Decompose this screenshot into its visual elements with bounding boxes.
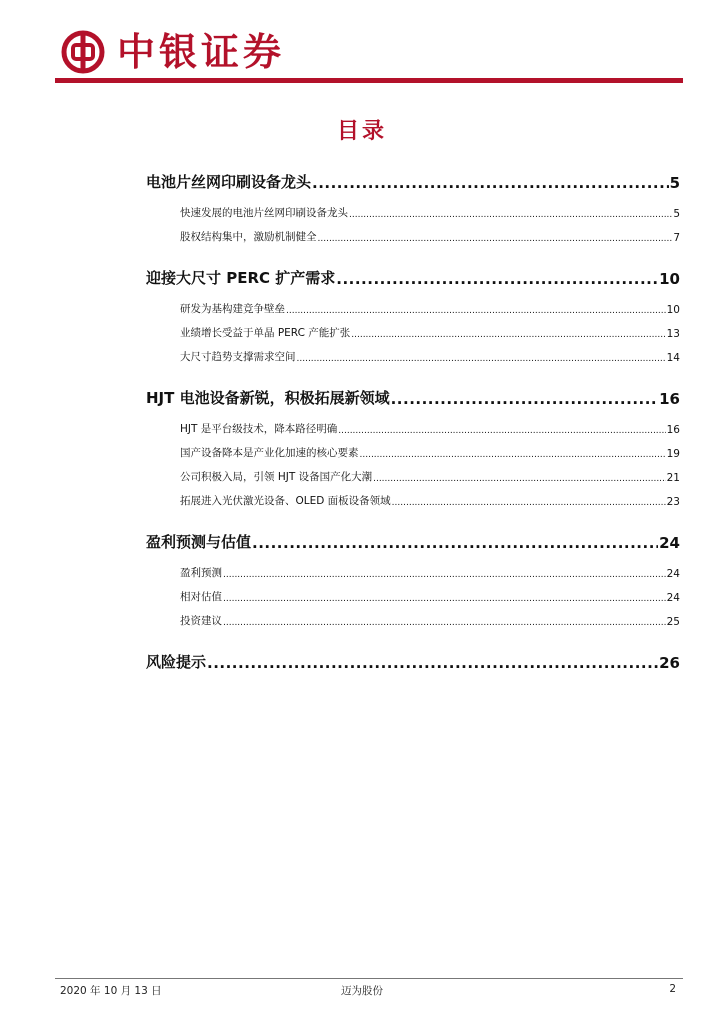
- toc-subsection-title: 投资建议: [180, 615, 222, 627]
- toc-subsection-page: 16: [666, 424, 680, 436]
- toc-section-title: 电池片丝网印刷设备龙头: [146, 173, 312, 191]
- dot-leader: [391, 390, 659, 408]
- toc-section-page: 26: [659, 654, 680, 672]
- toc-subsection-page: 7: [673, 232, 680, 244]
- toc-section-page: 16: [659, 390, 680, 408]
- footer-rule: [55, 978, 683, 979]
- footer-date: 2020 年 10 月 13 日: [60, 985, 162, 997]
- toc-subsection-title: 盈利预测: [180, 567, 222, 579]
- toc-subsection-entry[interactable]: [180, 492, 680, 508]
- toc-section-page: 10: [659, 270, 680, 288]
- toc-subsection-title: 拓展进入光伏激光设备、OLED 面板设备领域: [180, 495, 391, 507]
- toc-subsection-entry[interactable]: [180, 228, 680, 244]
- dot-leader: [349, 210, 672, 220]
- toc-section-entry[interactable]: [146, 266, 680, 288]
- footer-company: 迈为股份: [341, 985, 383, 997]
- toc-section-title: HJT 电池设备新锐，积极拓展新领域: [146, 389, 390, 407]
- toc-section-page: 5: [669, 174, 680, 192]
- toc-subsection-title: 快速发展的电池片丝网印刷设备龙头: [180, 207, 348, 219]
- dot-leader: [223, 594, 666, 604]
- toc-subsection-page: 19: [666, 448, 680, 460]
- toc-subsection-entry[interactable]: [180, 324, 680, 340]
- toc-section-page: 24: [659, 534, 680, 552]
- toc-subsection-page: 23: [666, 496, 680, 508]
- dot-leader: [223, 570, 666, 580]
- dot-leader: [252, 534, 658, 552]
- section-gap: [146, 372, 680, 386]
- brand-name: 中银证券: [117, 29, 286, 74]
- toc-subsection-title: 业绩增长受益于单晶 PERC 产能扩张: [180, 327, 351, 339]
- toc-subsection-page: 5: [673, 208, 680, 220]
- toc-subsection-page: 10: [666, 304, 680, 316]
- section-gap: [146, 516, 680, 530]
- toc-subsection-entry[interactable]: [180, 444, 680, 460]
- dot-leader: [373, 474, 666, 484]
- toc-subsection-page: 21: [666, 472, 680, 484]
- toc-section-entry[interactable]: [146, 530, 680, 552]
- section-gap: [146, 636, 680, 650]
- dot-leader: [360, 450, 666, 460]
- toc-title: 目录: [336, 119, 387, 144]
- toc-subsection-page: 14: [666, 352, 680, 364]
- dot-leader: [297, 354, 666, 364]
- toc-subsection-page: 25: [666, 616, 680, 628]
- toc-subsection-page: 13: [666, 328, 680, 340]
- dot-leader: [336, 270, 658, 288]
- toc-subsection-title: 研发为基构建竞争壁垒: [180, 303, 285, 315]
- toc-subsection-entry[interactable]: [180, 204, 680, 220]
- page-header: [55, 22, 683, 84]
- section-gap: [146, 252, 680, 266]
- toc-subsection-entry[interactable]: [180, 564, 680, 580]
- toc-section-entry[interactable]: [146, 386, 680, 408]
- dot-leader: [223, 618, 666, 628]
- toc-subsection-entry[interactable]: [180, 588, 680, 604]
- toc-section-title: 风险提示: [146, 653, 207, 671]
- dot-leader: [312, 174, 669, 192]
- toc-section-title: 盈利预测与估值: [146, 533, 252, 551]
- toc-subsection-page: 24: [666, 592, 680, 604]
- toc-subsection-entry[interactable]: [180, 348, 680, 364]
- table-of-contents: [146, 170, 680, 684]
- toc-section-title: 迎接大尺寸 PERC 扩产需求: [146, 269, 336, 287]
- dot-leader: [286, 306, 666, 316]
- dot-leader: [318, 234, 673, 244]
- dot-leader: [351, 330, 665, 340]
- toc-subsection-title: 国产设备降本是产业化加速的核心要素: [180, 447, 359, 459]
- dot-leader: [392, 498, 666, 508]
- toc-subsection-entry[interactable]: [180, 300, 680, 316]
- toc-subsection-title: 大尺寸趋势支撑需求空间: [180, 351, 296, 363]
- toc-subsection-entry[interactable]: [180, 612, 680, 628]
- toc-subsection-title: 公司积极入局，引领 HJT 设备国产化大潮: [180, 471, 373, 483]
- toc-section-entry[interactable]: [146, 650, 680, 672]
- dot-leader: [207, 654, 658, 672]
- toc-subsection-title: 相对估值: [180, 591, 222, 603]
- header-rule: [55, 78, 683, 83]
- bank-of-china-logo-icon: [61, 30, 105, 74]
- toc-subsection-title: 股权结构集中，激励机制健全: [180, 231, 317, 243]
- toc-subsection-entry[interactable]: [180, 468, 680, 484]
- dot-leader: [338, 426, 665, 436]
- footer-page-number: 2: [669, 983, 676, 995]
- toc-subsection-entry[interactable]: [180, 420, 680, 436]
- toc-subsection-page: 24: [666, 568, 680, 580]
- toc-section-entry[interactable]: [146, 170, 680, 192]
- toc-subsection-title: HJT 是平台级技术，降本路径明确: [180, 423, 338, 435]
